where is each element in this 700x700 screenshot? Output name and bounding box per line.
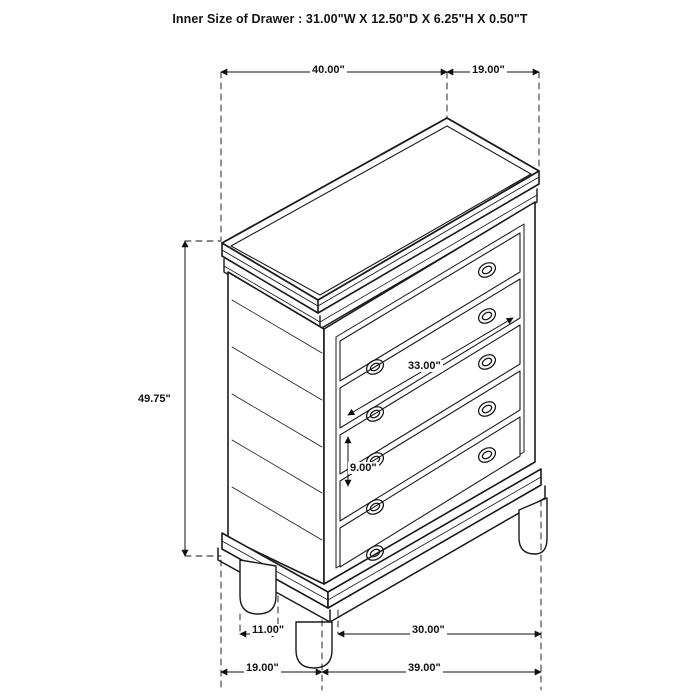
dim-label-bottom-depth: 19.00" [246,662,279,674]
dim-label-height: 49.75" [138,393,171,405]
page-title: Inner Size of Drawer : 31.00"W X 12.50"D X 6.25"H X 0.50"T [172,12,528,26]
dim-label-base-left-depth: 11.00" [252,624,285,636]
dim-label-base-front-width: 30.00" [412,624,445,636]
dim-label-drawer-width: 33.00" [408,360,441,372]
dim-label-bottom-width: 39.00" [408,662,441,674]
dim-label-drawer-height: 9.00" [350,462,377,474]
dim-label-top-width: 40.00" [312,64,345,76]
dim-label-top-depth: 19.00" [472,64,505,76]
